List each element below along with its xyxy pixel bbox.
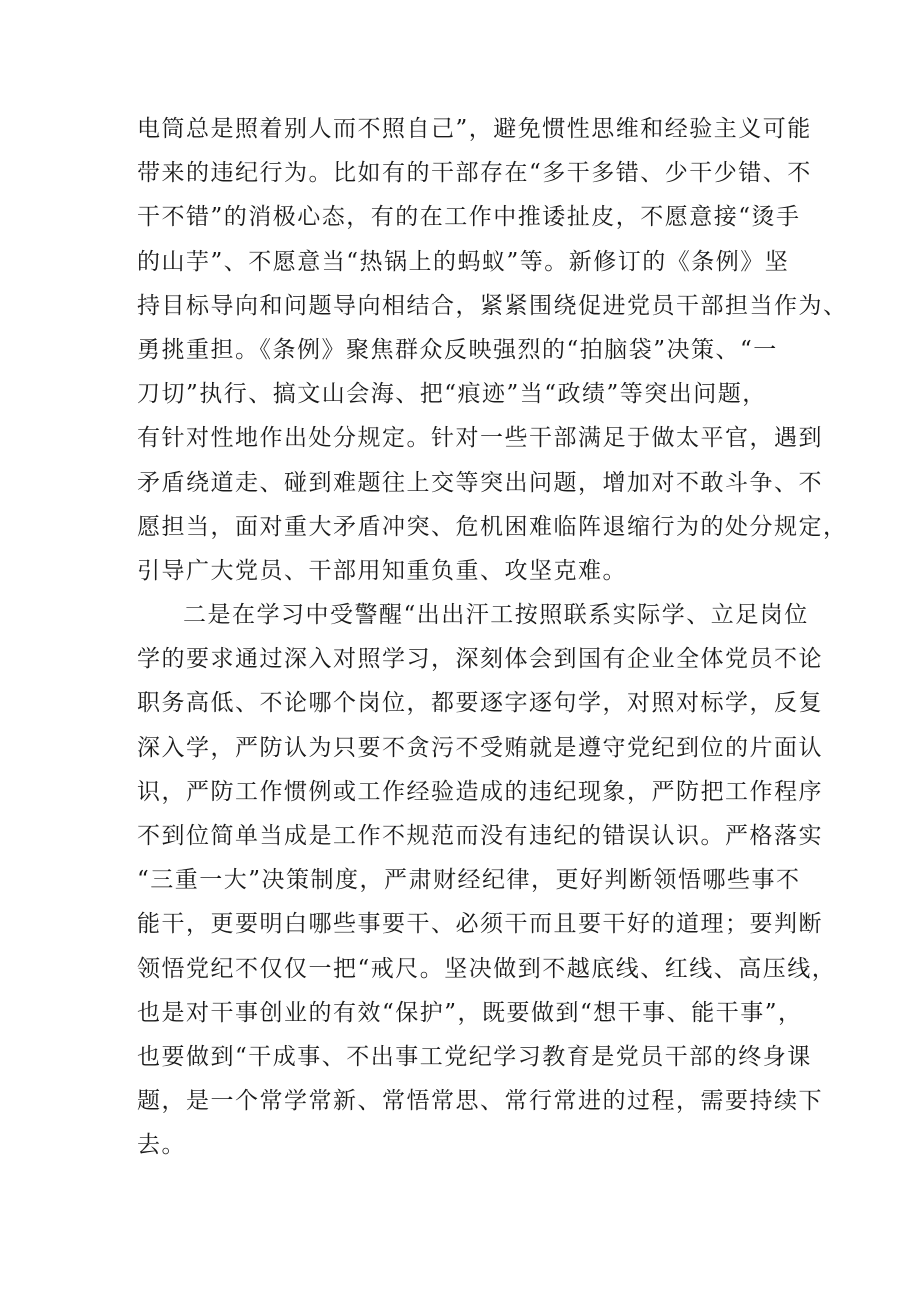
- text-line: 愿担当，面对重大矛盾冲突、危机困难临阵退缩行为的处分规定，: [137, 513, 848, 540]
- text-line: 不到位简单当成是工作不规范而没有违纪的错误认识。严格落实: [137, 823, 823, 849]
- text-line: 能干，更要明白哪些事要干、必须干而且要干好的道理；要判断: [137, 911, 823, 938]
- document-body: [137, 107, 848, 1168]
- text-line: 电筒总是照着别人而不照自己”，避免惯性思维和经验主义可能: [137, 116, 812, 142]
- text-line: 深入学，严防认为只要不贪污不受贿就是遵守党纪到位的片面认: [137, 734, 823, 761]
- text-line: 引导广大党员、干部用知重负重、攻坚克难。: [137, 557, 627, 584]
- text-line: 干不错”的消极心态，有的在工作中推诿扯皮，不愿意接“烫手: [137, 204, 801, 231]
- text-line: 有针对性地作出处分规定。针对一些干部满足于做太平官，遇到: [137, 425, 823, 452]
- text-line: 领悟党纪不仅仅一把“戒尺。坚决做到不越底线、红线、高压线，: [137, 955, 837, 982]
- text-line: 持目标导向和问题导向相结合，紧紧围绕促进党员干部担当作为、: [137, 292, 848, 319]
- text-line: 学的要求通过深入对照学习，深刻体会到国有企业全体党员不论: [137, 646, 823, 673]
- text-line: 的山芋”、不愿意当“热锅上的蚂蚁”等。新修订的《条例》坚: [137, 248, 790, 275]
- text-line: 职务高低、不论哪个岗位，都要逐字逐句学，对照对标学，反复: [137, 690, 823, 717]
- text-line: 识，严防工作惯例或工作经验造成的违纪现象，严防把工作程序: [137, 778, 823, 805]
- text-line: “三重一大”决策制度，严肃财经纪律，更好判断领悟哪些事不: [137, 867, 801, 894]
- text-line: 矛盾绕道走、碰到难题往上交等突出问题，增加对不敢斗争、不: [137, 469, 823, 496]
- text-line: 带来的违纪行为。比如有的干部存在“多干多错、少干少错、不: [137, 160, 812, 187]
- text-line: 也要做到“干成事、不出事工党纪学习教育是党员干部的终身课: [137, 1043, 812, 1070]
- text-line: 刀切”执行、搞文山会海、把“痕迹”当“政绩”等突出问题，: [137, 381, 767, 408]
- text-line: 题，是一个常学常新、常悟常思、常行常进的过程，需要持续下: [137, 1088, 823, 1115]
- paragraph-first-line: 二是在学习中受警醒“出出汗工按照联系实际学、立足岗位: [183, 602, 809, 629]
- text-line: 勇挑重担。《条例》聚焦群众反映强烈的“拍脑袋”决策、“一: [137, 336, 778, 363]
- text-line: 也是对干事创业的有效“保护”，既要做到“想干事、能干事”，: [137, 999, 803, 1026]
- text-line: 去。: [137, 1132, 186, 1159]
